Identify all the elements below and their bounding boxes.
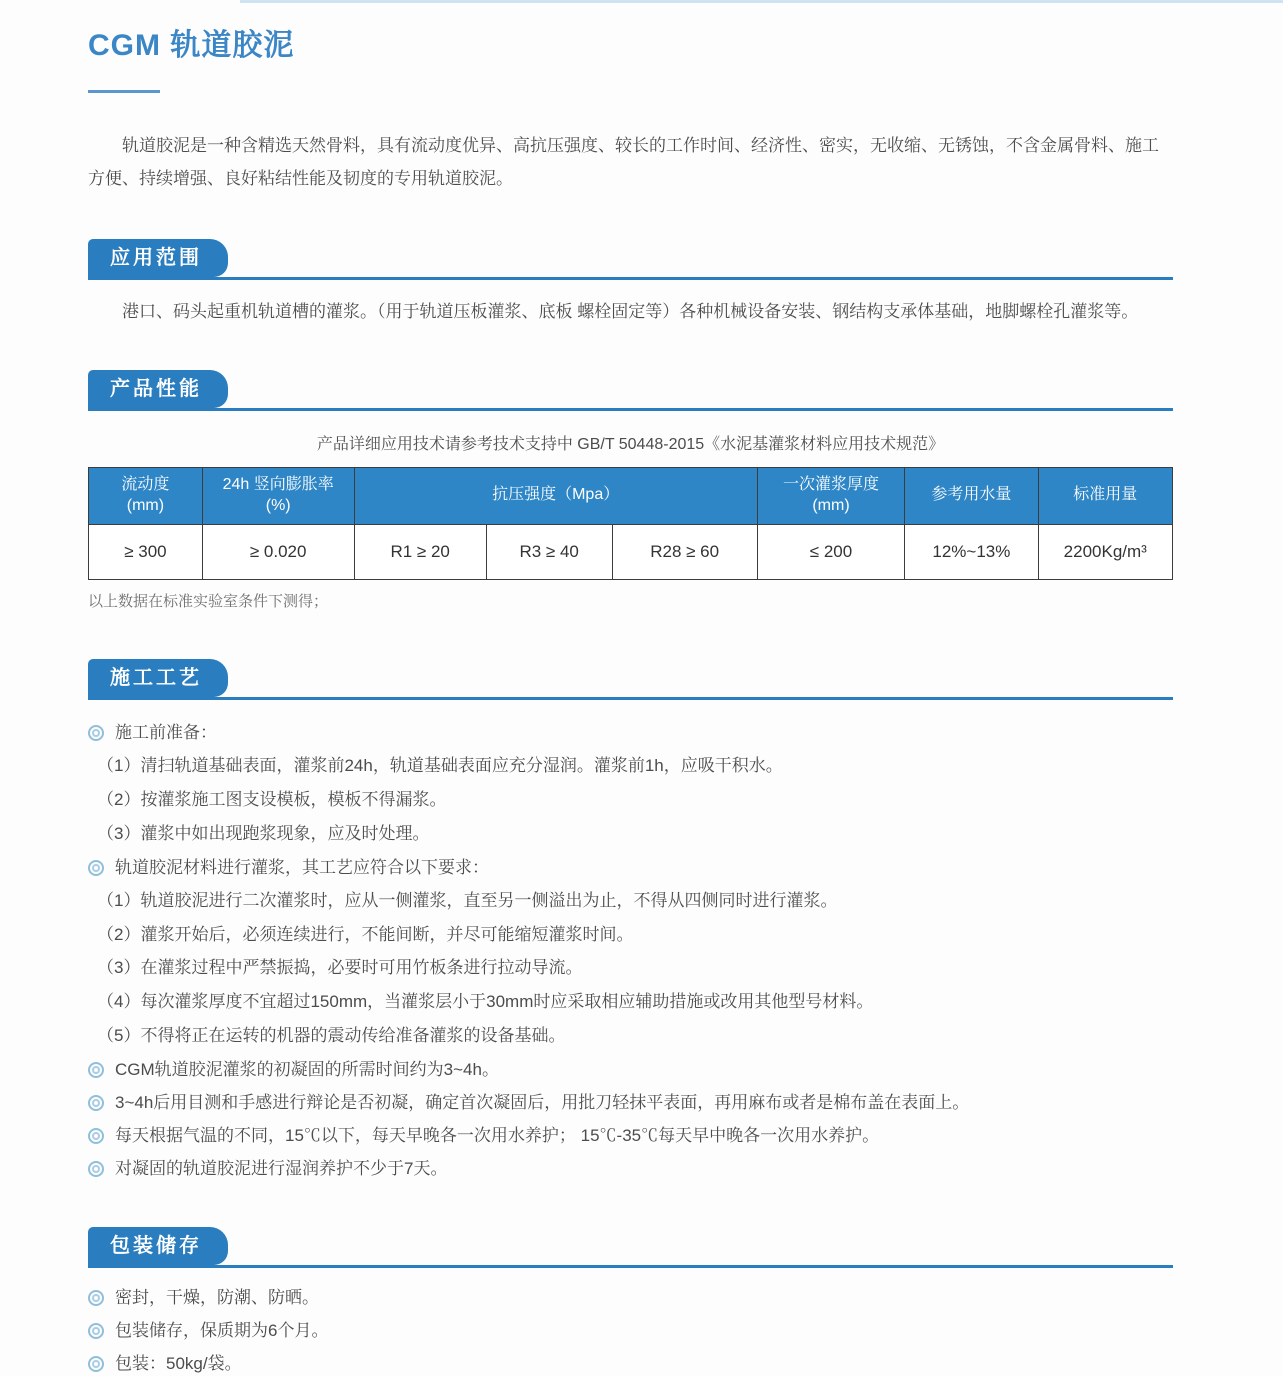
table-header-cell — [202, 467, 354, 524]
table-value-cell: 12%~13% — [905, 524, 1038, 579]
list-item-text: 轨道胶泥材料进行灌浆，其工艺应符合以下要求： — [115, 857, 489, 877]
table-footnote: 以上数据在标准实验室条件下测得； — [88, 592, 329, 610]
list-item — [88, 890, 1173, 913]
table-value-cell: 2200Kg/m³ — [1038, 524, 1172, 579]
section-header-application — [88, 239, 1173, 280]
list-item — [88, 1353, 1173, 1376]
application-body: 港口、码头起重机轨道槽的灌浆。（用于轨道压板灌浆、底板 螺栓固定等）各种机械设备安装、钢结构支承体基础，地脚螺栓孔灌浆等。 — [122, 302, 1139, 322]
section-badge-performance: 产品性能 — [88, 370, 228, 408]
table-value-cell: ≥ 0.020 — [202, 524, 354, 579]
header-label: 参考用水量 — [931, 486, 1012, 504]
page-top-edge-line — [240, 0, 1283, 3]
section-header-performance — [88, 370, 1173, 411]
list-item — [88, 1320, 1173, 1343]
list-item-text: （1）清扫轨道基础表面，灌浆前24h，轨道基础表面应充分湿润。灌浆前1h，应吸干积水。 — [97, 755, 783, 775]
list-item-text: （4）每次灌浆厚度不宜超过150mm，当灌浆层小于30mm时应采取相应辅助措施或改用其他型号材料。 — [97, 992, 874, 1012]
header-label: 24h 竖向膨胀率 — [222, 476, 334, 494]
list-item — [88, 1025, 1173, 1048]
double-circle-bullet-icon — [88, 1161, 104, 1177]
double-circle-bullet-icon — [88, 1356, 104, 1372]
section-badge-packaging: 包装储存 — [88, 1227, 228, 1265]
table-header-cell — [1038, 467, 1172, 524]
list-item — [88, 1287, 1173, 1310]
list-item — [88, 1125, 1173, 1148]
page-title: CGM 轨道胶泥 — [88, 29, 295, 62]
list-item — [88, 823, 1173, 846]
table-value-cell: R3 ≥ 40 — [486, 524, 612, 579]
list-item — [88, 1059, 1173, 1082]
list-item-text: （1）轨道胶泥进行二次灌浆时，应从一侧灌浆，直至另一侧溢出为止，不得从四侧同时进行灌浆。 — [97, 890, 838, 910]
list-item-text: 对凝固的轨道胶泥进行湿润养护不少于7天。 — [115, 1159, 448, 1179]
list-item-text: 每天根据气温的不同，15℃以下，每天早晚各一次用水养护； 15℃-35℃每天早中晚各一次用水养护。 — [115, 1126, 880, 1146]
table-header-cell — [89, 467, 203, 524]
list-item — [88, 1158, 1173, 1181]
section-badge-process: 施工工艺 — [88, 659, 228, 697]
list-item-text: CGM轨道胶泥灌浆的初凝固的所需时间约为3~4h。 — [115, 1060, 499, 1080]
table-header-row — [89, 467, 1173, 524]
table-value-cell: ≥ 300 — [89, 524, 203, 579]
list-item-text: 密封，干燥，防潮、防晒。 — [115, 1288, 319, 1307]
performance-standard-note: 产品详细应用技术请参考技术支持中 GB/T 50448-2015《水泥基灌浆材料应用技术规范》 — [316, 435, 945, 453]
section-badge-application: 应用范围 — [88, 239, 228, 277]
list-item-text: （2）按灌浆施工图支设模板，模板不得漏浆。 — [97, 789, 447, 809]
double-circle-bullet-icon — [88, 725, 104, 741]
section-header-process — [88, 659, 1173, 700]
list-item — [88, 789, 1173, 812]
section-header-packaging — [88, 1227, 1173, 1268]
process-list — [88, 722, 1173, 1181]
list-item-text: （3）在灌浆过程中严禁振捣，必要时可用竹板条进行拉动导流。 — [97, 958, 583, 978]
list-item — [88, 755, 1173, 778]
double-circle-bullet-icon — [88, 860, 104, 876]
intro-paragraph: 轨道胶泥是一种含精选天然骨料，具有流动度优异、高抗压强度、较长的工作时间、经济性、密实，无收缩、无锈蚀，不含金属骨料、施工方便、持续增强、良好粘结性能及韧度的专用轨道胶泥。 — [88, 136, 1159, 189]
double-circle-bullet-icon — [88, 1323, 104, 1339]
list-item — [88, 1092, 1173, 1115]
list-item — [88, 722, 1173, 745]
table-header-cell — [905, 467, 1038, 524]
list-item-text: （5）不得将正在运转的机器的震动传给准备灌浆的设备基础。 — [97, 1026, 566, 1046]
list-item-text: 施工前准备： — [115, 722, 217, 742]
table-header-cell — [354, 467, 757, 524]
table-value-cell: ≤ 200 — [757, 524, 904, 579]
header-unit: (mm) — [126, 496, 165, 514]
table-value-cell: R1 ≥ 20 — [354, 524, 486, 579]
header-label: 抗压强度（Mpa） — [492, 486, 620, 504]
list-item-text: 包装储存，保质期为6个月。 — [115, 1320, 329, 1340]
header-label: 标准用量 — [1073, 486, 1138, 504]
list-item — [88, 991, 1173, 1014]
performance-table — [88, 467, 1173, 580]
list-item-text: 包装：50kg/袋。 — [115, 1353, 242, 1373]
header-label: 流动度 — [121, 476, 170, 494]
table-header-cell — [757, 467, 904, 524]
header-unit: (mm) — [812, 496, 850, 514]
list-item — [88, 924, 1173, 947]
list-item-text: （3）灌浆中如出现跑浆现象，应及时处理。 — [97, 823, 430, 843]
header-label: 一次灌浆厚度 — [782, 476, 879, 494]
double-circle-bullet-icon — [88, 1062, 104, 1078]
list-item — [88, 957, 1173, 980]
table-value-row — [89, 524, 1173, 579]
double-circle-bullet-icon — [88, 1290, 104, 1306]
double-circle-bullet-icon — [88, 1095, 104, 1111]
header-unit: (%) — [265, 496, 291, 514]
list-item-text: 3~4h后用目测和手感进行辩论是否初凝，确定首次凝固后，用批刀轻抹平表面，再用麻布或者是棉布盖在表面上。 — [115, 1093, 970, 1113]
table-value-cell: R28 ≥ 60 — [612, 524, 757, 579]
list-item-text: （2）灌浆开始后，必须连续进行，不能间断，并尽可能缩短灌浆时间。 — [97, 924, 634, 944]
title-underline — [88, 90, 160, 93]
list-item — [88, 857, 1173, 880]
packaging-list — [88, 1287, 1173, 1376]
double-circle-bullet-icon — [88, 1128, 104, 1144]
